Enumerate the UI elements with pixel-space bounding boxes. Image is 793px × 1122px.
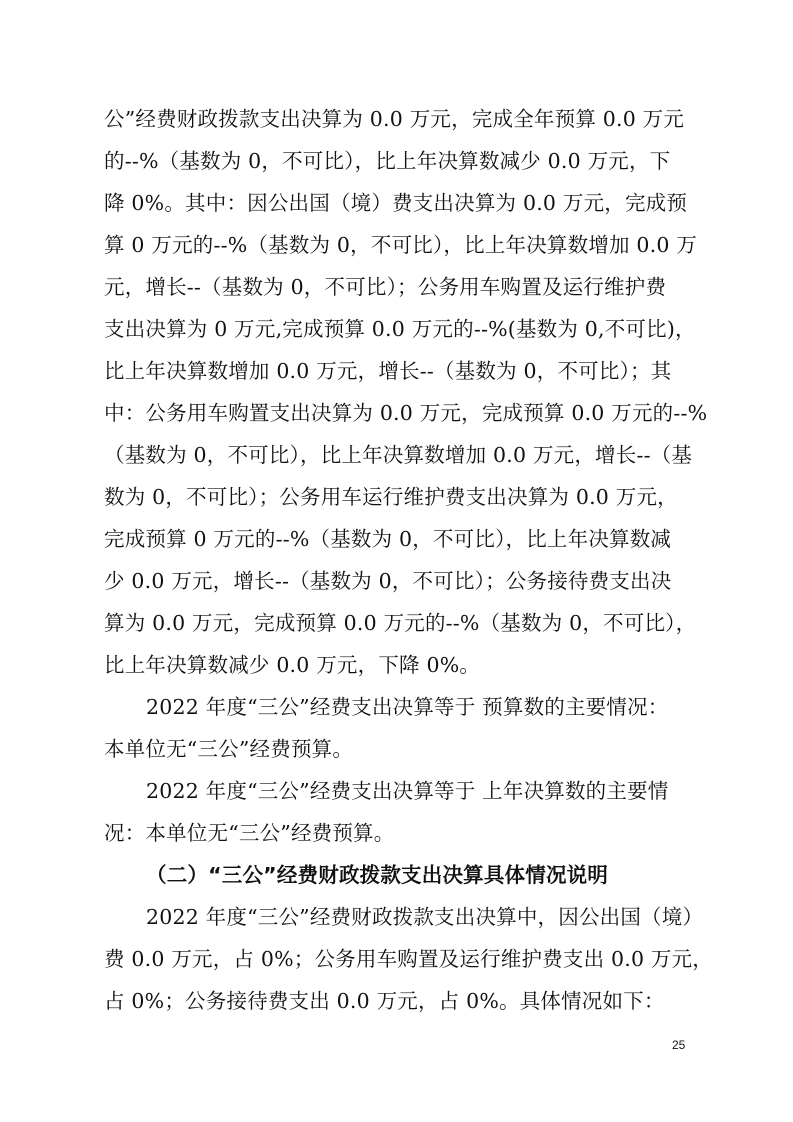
- page-number: 25: [672, 1038, 686, 1052]
- paragraph-line: 公”经费财政拨款支出决算为 0.0 万元，完成全年预算 0.0 万元: [104, 107, 685, 131]
- paragraph-line: 比上年决算数增加 0.0 万元，增长--（基数为 0，不可比）；其: [104, 359, 672, 383]
- paragraph-line: 少 0.0 万元，增长--（基数为 0，不可比）；公务接待费支出决: [104, 569, 672, 593]
- paragraph-line: 占 0%；公务接待费支出 0.0 万元，占 0%。具体情况如下：: [104, 989, 665, 1013]
- paragraph-line: 况：本单位无“三公”经费预算。: [104, 821, 395, 845]
- paragraph-line: 2022 年度“三公”经费支出决算等于 上年决算数的主要情: [146, 779, 669, 803]
- paragraph-line: 元，增长--（基数为 0，不可比）；公务用车购置及运行维护费: [104, 275, 667, 299]
- paragraph-line: 完成预算 0 万元的--%（基数为 0，不可比），比上年决算数减: [104, 527, 672, 551]
- paragraph-line: 算为 0.0 万元，完成预算 0.0 万元的--%（基数为 0，不可比），: [104, 611, 697, 635]
- paragraph-line: 降 0%。其中：因公出国（境）费支出决算为 0.0 万元，完成预: [104, 191, 688, 215]
- paragraph-line: 费 0.0 万元，占 0%；公务用车购置及运行维护费支出 0.0 万元，: [104, 947, 714, 971]
- paragraph-line: 本单位无“三公”经费预算。: [104, 737, 354, 761]
- section-heading: （二）“三公”经费财政拨款支出决算具体情况说明: [146, 863, 609, 887]
- paragraph-line: 2022 年度“三公”经费支出决算等于 预算数的主要情况：: [146, 695, 669, 719]
- paragraph-line: 算 0 万元的--%（基数为 0，不可比），比上年决算数增加 0.0 万: [104, 233, 698, 257]
- paragraph-line: 支出决算为 0 万元,完成预算 0.0 万元的--%(基数为 0,不可比)，: [104, 317, 696, 341]
- paragraph-line: 中：公务用车购置支出决算为 0.0 万元，完成预算 0.0 万元的--%: [104, 401, 708, 425]
- paragraph-line: 比上年决算数减少 0.0 万元，下降 0%。: [104, 653, 481, 677]
- paragraph-line: 的--%（基数为 0，不可比），比上年决算数减少 0.0 万元，下: [104, 149, 671, 173]
- paragraph-line: 数为 0，不可比）；公务用车运行维护费支出决算为 0.0 万元，: [104, 485, 678, 509]
- paragraph-line: 2022 年度“三公”经费财政拨款支出决算中，因公出国（境）: [146, 905, 704, 929]
- paragraph-line: （基数为 0，不可比），比上年决算数增加 0.0 万元，增长--（基: [104, 443, 693, 467]
